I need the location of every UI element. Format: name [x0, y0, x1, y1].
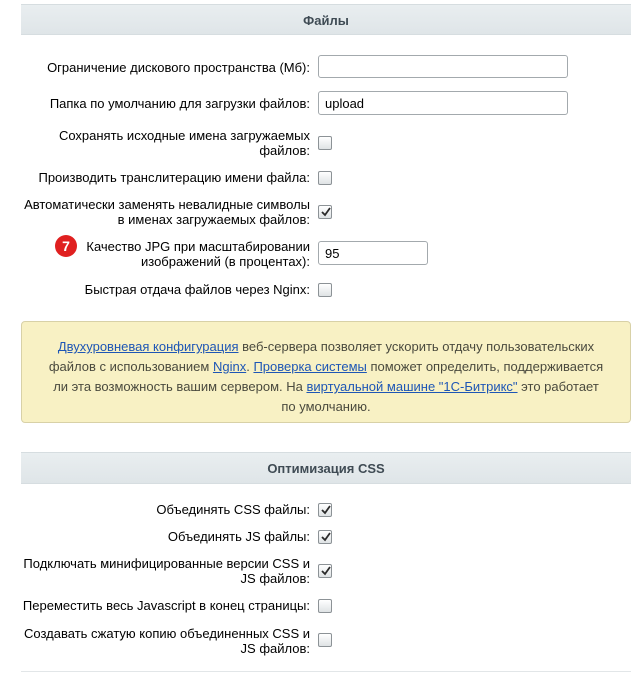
minified-checkbox[interactable]: [318, 564, 332, 578]
section-header-files: [21, 4, 631, 35]
jpg-quality-input[interactable]: [318, 241, 428, 265]
replace-invalid-checkbox[interactable]: [318, 205, 332, 219]
field-label: Объединять CSS файлы:: [156, 502, 310, 517]
field-label: Папка по умолчанию для загрузки файлов:: [49, 96, 310, 111]
checkmark-icon: [320, 504, 332, 516]
field-label: Производить транслитерацию имени файла:: [38, 170, 310, 185]
js-to-end-checkbox[interactable]: [318, 599, 332, 613]
field-label-line: Качество JPG при масштабировании: [86, 239, 310, 254]
notice-text: веб-сервера позволяет ускорить отдачу пользовательских файлов с использованием: [48, 339, 595, 374]
upload-folder-input[interactable]: [318, 91, 568, 115]
field-label-line: файлов:: [259, 143, 310, 158]
merge-js-checkbox[interactable]: [318, 530, 332, 544]
checkmark-icon: [320, 565, 332, 577]
notice-text: .: [246, 359, 254, 374]
nginx-checkbox[interactable]: [318, 283, 332, 297]
field-label-line: Сохранять исходные имена загружаемых: [58, 128, 310, 143]
field-label-line: JS файлов:: [240, 571, 310, 586]
field-label-line: Подключать минифицированные версии CSS и: [23, 556, 310, 571]
field-label: Переместить весь Javascript в конец страницы:: [22, 598, 310, 613]
section-title: Файлы: [303, 13, 349, 28]
transliterate-checkbox[interactable]: [318, 171, 332, 185]
keep-names-checkbox[interactable]: [318, 136, 332, 150]
checkmark-icon: [320, 206, 332, 218]
field-label: Быстрая отдача файлов через Nginx:: [84, 282, 310, 297]
bottom-divider: [21, 671, 631, 672]
field-label-line: изображений (в процентах):: [141, 254, 310, 269]
field-label: [10, 239, 310, 269]
section-header-css-optimization: [21, 452, 631, 484]
field-label: [10, 197, 310, 227]
gzip-copy-checkbox[interactable]: [318, 633, 332, 647]
two-level-config-link[interactable]: Двухуровневая конфигурация: [57, 339, 239, 354]
field-label: Объединять JS файлы:: [167, 529, 310, 544]
notice-text: поможет определить, поддерживается ли эта возможность вашим сервером. На: [53, 359, 604, 394]
field-label-line: Создавать сжатую копию объединенных CSS и: [24, 626, 310, 641]
nginx-link[interactable]: Nginx: [212, 359, 247, 374]
section-title: Оптимизация CSS: [267, 461, 385, 476]
virtual-machine-link[interactable]: виртуальной машине "1С-Битрикс": [306, 379, 518, 394]
field-label-line: JS файлов:: [240, 641, 310, 656]
info-notice: [21, 321, 631, 423]
field-label-line: в именах загружаемых файлов:: [117, 212, 310, 227]
merge-css-checkbox[interactable]: [318, 503, 332, 517]
field-label: [10, 128, 310, 158]
checkmark-icon: [320, 531, 332, 543]
field-label-line: Автоматически заменять невалидные символы: [24, 197, 310, 212]
notice-text: это работает по умолчанию.: [281, 379, 599, 414]
field-label: [10, 556, 310, 586]
disk-limit-input[interactable]: [318, 55, 568, 78]
field-label: Ограничение дискового пространства (Мб):: [47, 60, 310, 75]
hint-number-badge: 7: [55, 235, 77, 257]
system-check-link[interactable]: Проверка системы: [253, 359, 367, 374]
field-label: [10, 626, 310, 656]
